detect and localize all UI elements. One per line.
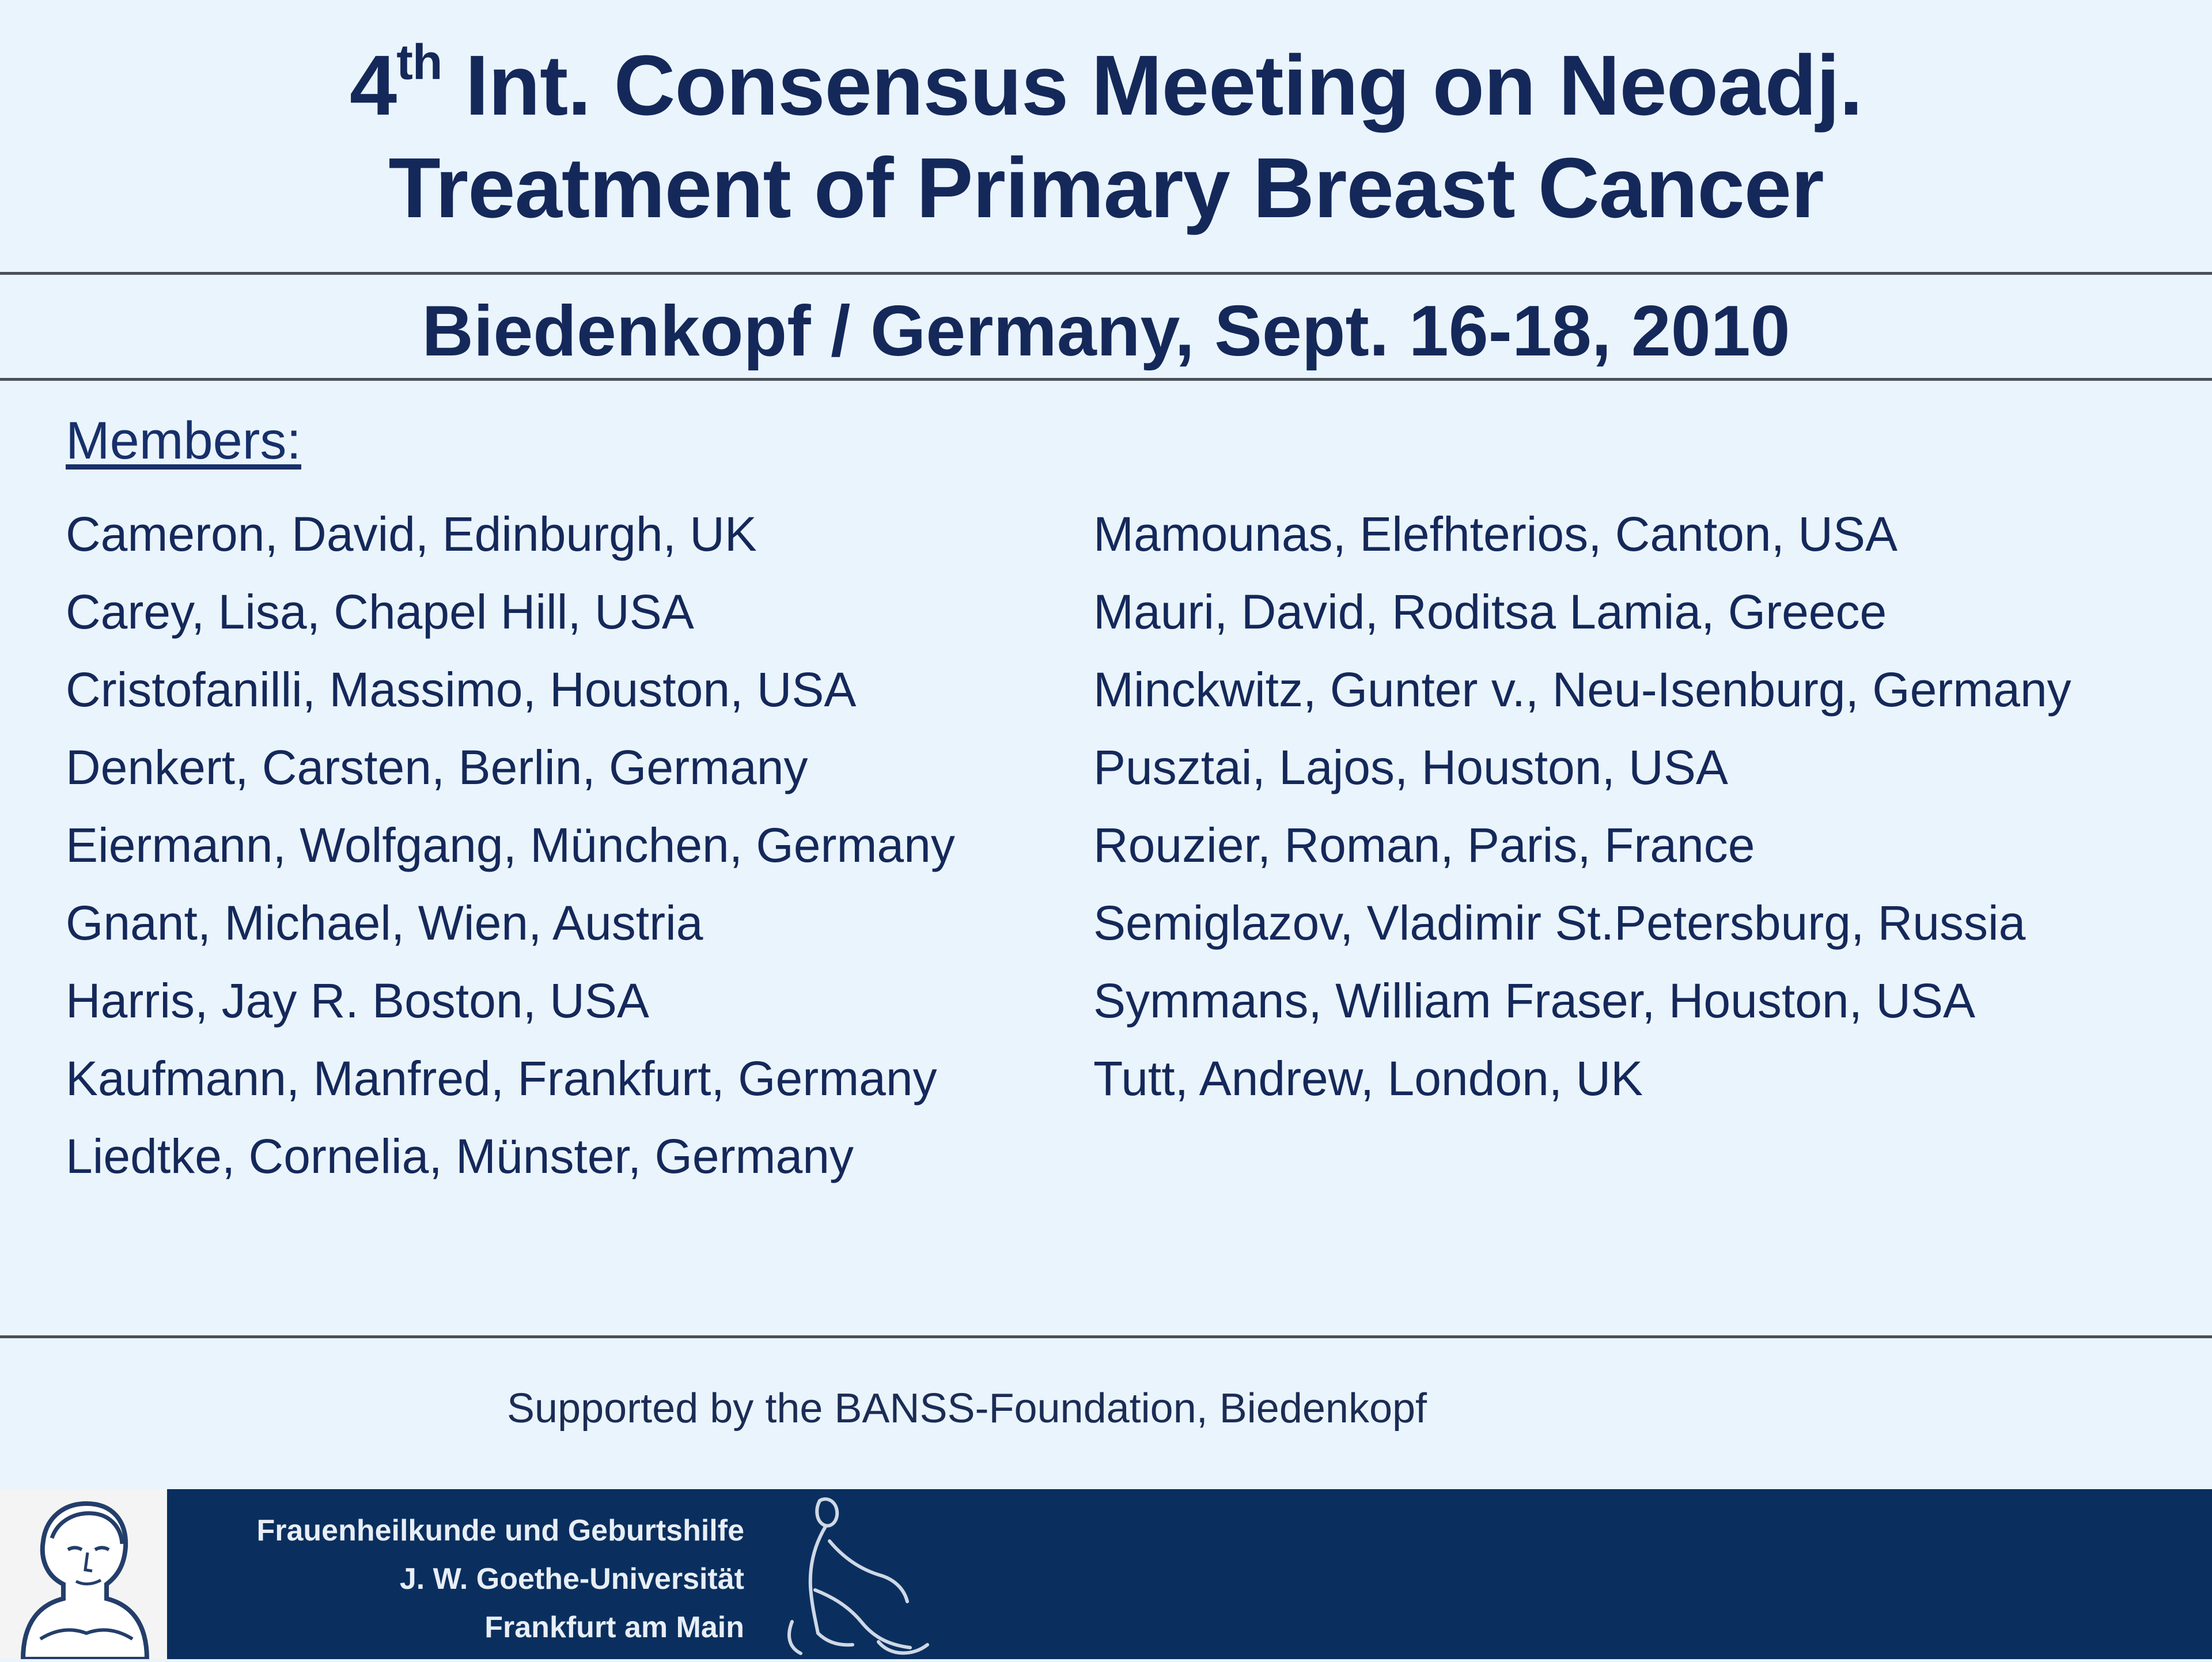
footer-line-1: Frauenheilkunde und Geburtshilfe (256, 1514, 744, 1547)
member-item: Mamounas, Elefhterios, Canton, USA (1093, 507, 1898, 561)
member-item: Gnant, Michael, Wien, Austria (66, 896, 703, 950)
footer-line-3: Frankfurt am Main (484, 1611, 744, 1644)
portrait-icon (0, 1489, 167, 1659)
divider-bottom (0, 1335, 2212, 1338)
member-item: Semiglazov, Vladimir St.Petersburg, Russia (1093, 896, 2026, 950)
support-note: Supported by the BANSS-Foundation, Biedenkopf (507, 1385, 1427, 1432)
slide-subtitle: Biedenkopf / Germany, Sept. 16-18, 2010 (422, 291, 1790, 371)
seated-figure-icon (775, 1489, 936, 1659)
title-line-1 (0, 35, 2212, 137)
member-item: Carey, Lisa, Chapel Hill, USA (66, 585, 694, 639)
divider-subtitle (0, 378, 2212, 381)
member-item: Tutt, Andrew, London, UK (1093, 1051, 1643, 1106)
member-item: Denkert, Carsten, Berlin, Germany (66, 740, 808, 794)
title-ordinal: 4 (349, 38, 397, 133)
title-line-2: Treatment of Primary Breast Cancer (388, 141, 1824, 236)
divider-top (0, 272, 2212, 275)
member-item: Cameron, David, Edinburgh, UK (66, 507, 757, 561)
slide-title (0, 35, 2212, 240)
member-item: Liedtke, Cornelia, Münster, Germany (66, 1129, 854, 1183)
footer-institution (256, 1506, 744, 1652)
member-item: Cristofanilli, Massimo, Houston, USA (66, 662, 857, 717)
footer-band (0, 1489, 2212, 1659)
title-ordinal-suffix: th (396, 35, 442, 90)
title-line-1-text: Int. Consensus Meeting on Neoadj. (442, 38, 1863, 133)
member-item: Pusztai, Lajos, Houston, USA (1093, 740, 1728, 794)
member-item: Minckwitz, Gunter v., Neu-Isenburg, Germany (1093, 662, 2071, 717)
member-item: Harris, Jay R. Boston, USA (66, 974, 649, 1028)
member-item: Mauri, David, Roditsa Lamia, Greece (1093, 585, 1887, 639)
members-column-left (66, 495, 955, 1195)
member-item: Kaufmann, Manfred, Frankfurt, Germany (66, 1051, 937, 1106)
goethe-portrait-logo (0, 1489, 167, 1659)
member-item: Symmans, William Fraser, Houston, USA (1093, 974, 1976, 1028)
member-item: Rouzier, Roman, Paris, France (1093, 818, 1755, 872)
members-column-right (1093, 495, 2071, 1118)
footer-line-2: J. W. Goethe-Universität (399, 1562, 744, 1596)
members-heading: Members: (66, 411, 301, 470)
member-item: Eiermann, Wolfgang, München, Germany (66, 818, 955, 872)
